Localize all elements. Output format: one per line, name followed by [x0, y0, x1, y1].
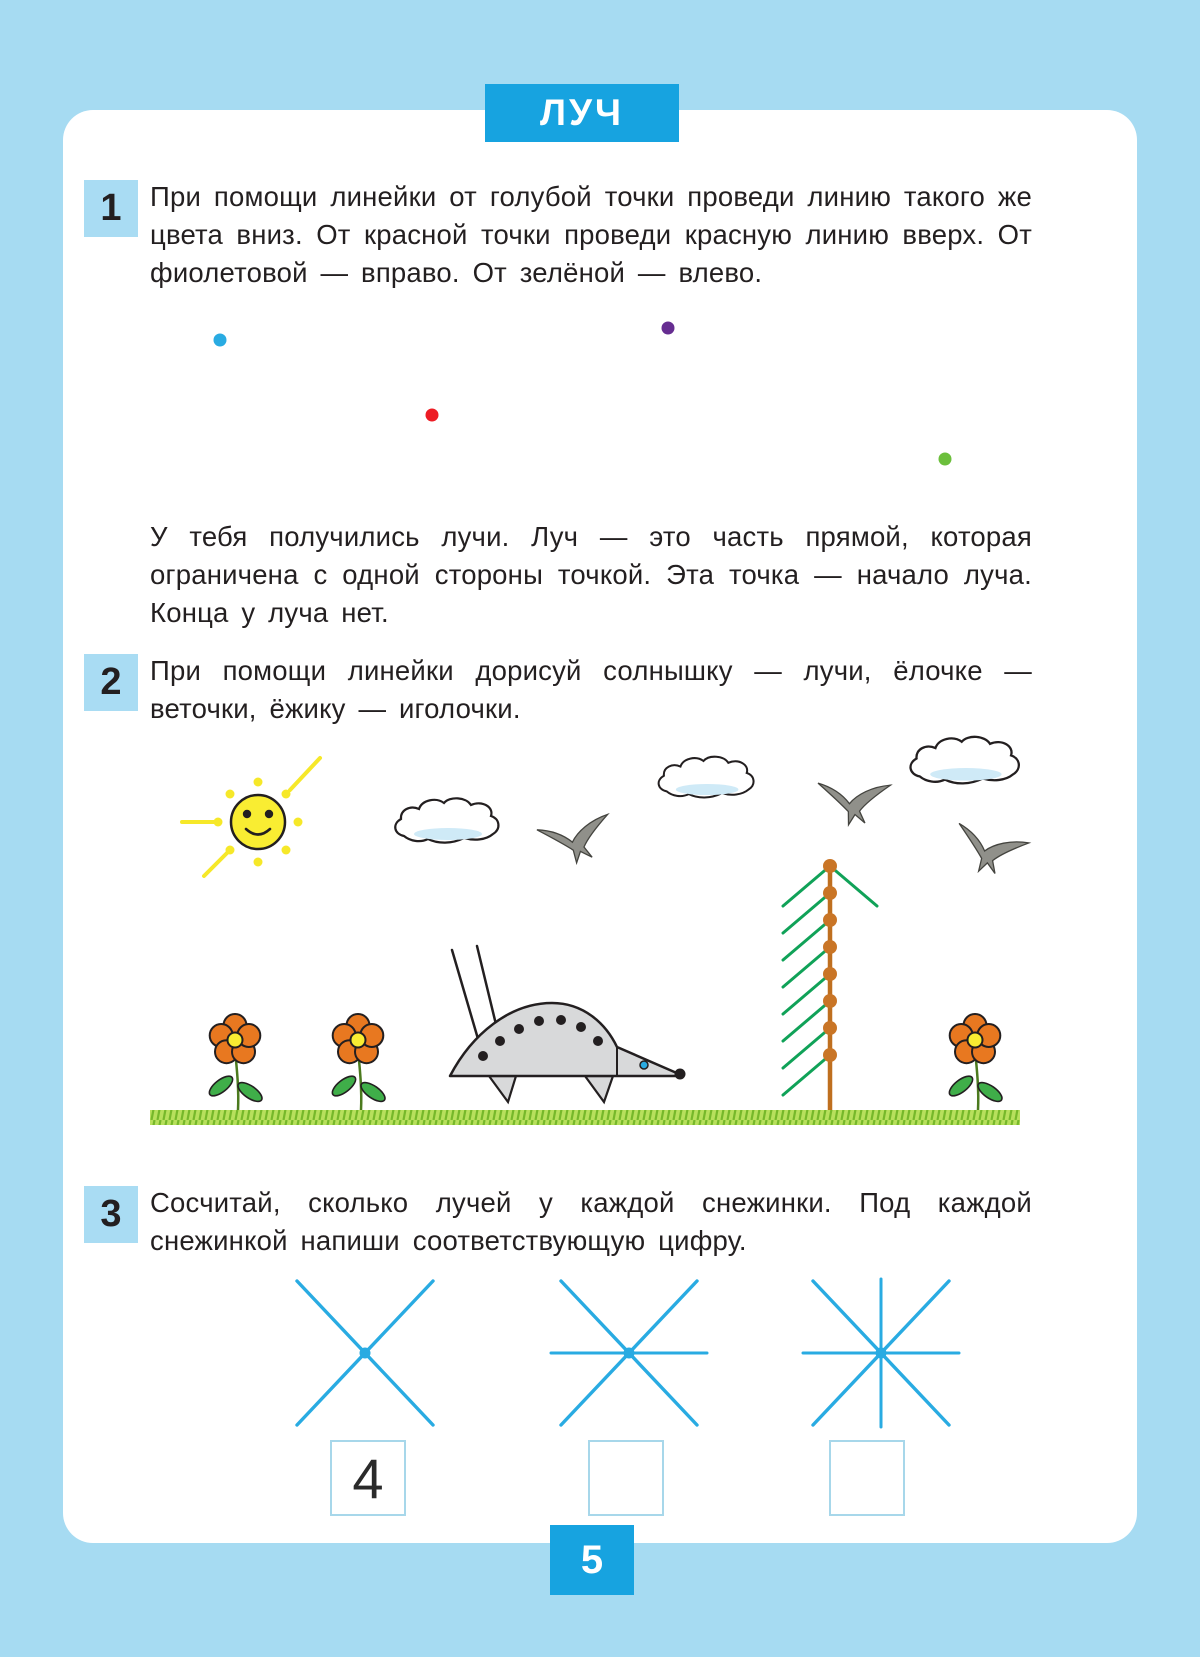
ray-definition-text: У тебя получились лучи. Луч — это часть прямой, которая ограничена с одной стороны точкой. Эта точка — начало луча. Конца у луча нет.: [150, 521, 1032, 628]
answer-value-1: 4: [352, 1446, 384, 1510]
answer-box-2[interactable]: [588, 1440, 664, 1516]
section-title: ЛУЧ: [540, 92, 624, 133]
task-3-number-badge: 3: [84, 1186, 138, 1243]
content-panel: [63, 110, 1137, 1543]
answer-box-3[interactable]: [829, 1440, 905, 1516]
answer-box-1[interactable]: [330, 1440, 406, 1516]
task-3-text: Сосчитай, сколько лучей у каждой снежинки. Под каждой снежинкой напиши соответствующую цифру.: [150, 1187, 1032, 1256]
task-2-text: При помощи линейки дорисуй солнышку — лучи, ёлочке — веточки, ёжику — иголочки.: [150, 655, 1032, 724]
task-1-number-badge: 1: [84, 180, 138, 237]
task-1-text: При помощи линейки от голубой точки проведи линию такого же цвета вниз. От красной точки проведи красную линию вверх. От фиолетовой — вправо. От зелёной — влево.: [150, 181, 1032, 288]
page-number: 5: [580, 1537, 604, 1582]
task-2-number-badge: 2: [84, 654, 138, 711]
section-title-tab: [485, 84, 679, 142]
page-number-tab: [550, 1525, 634, 1595]
